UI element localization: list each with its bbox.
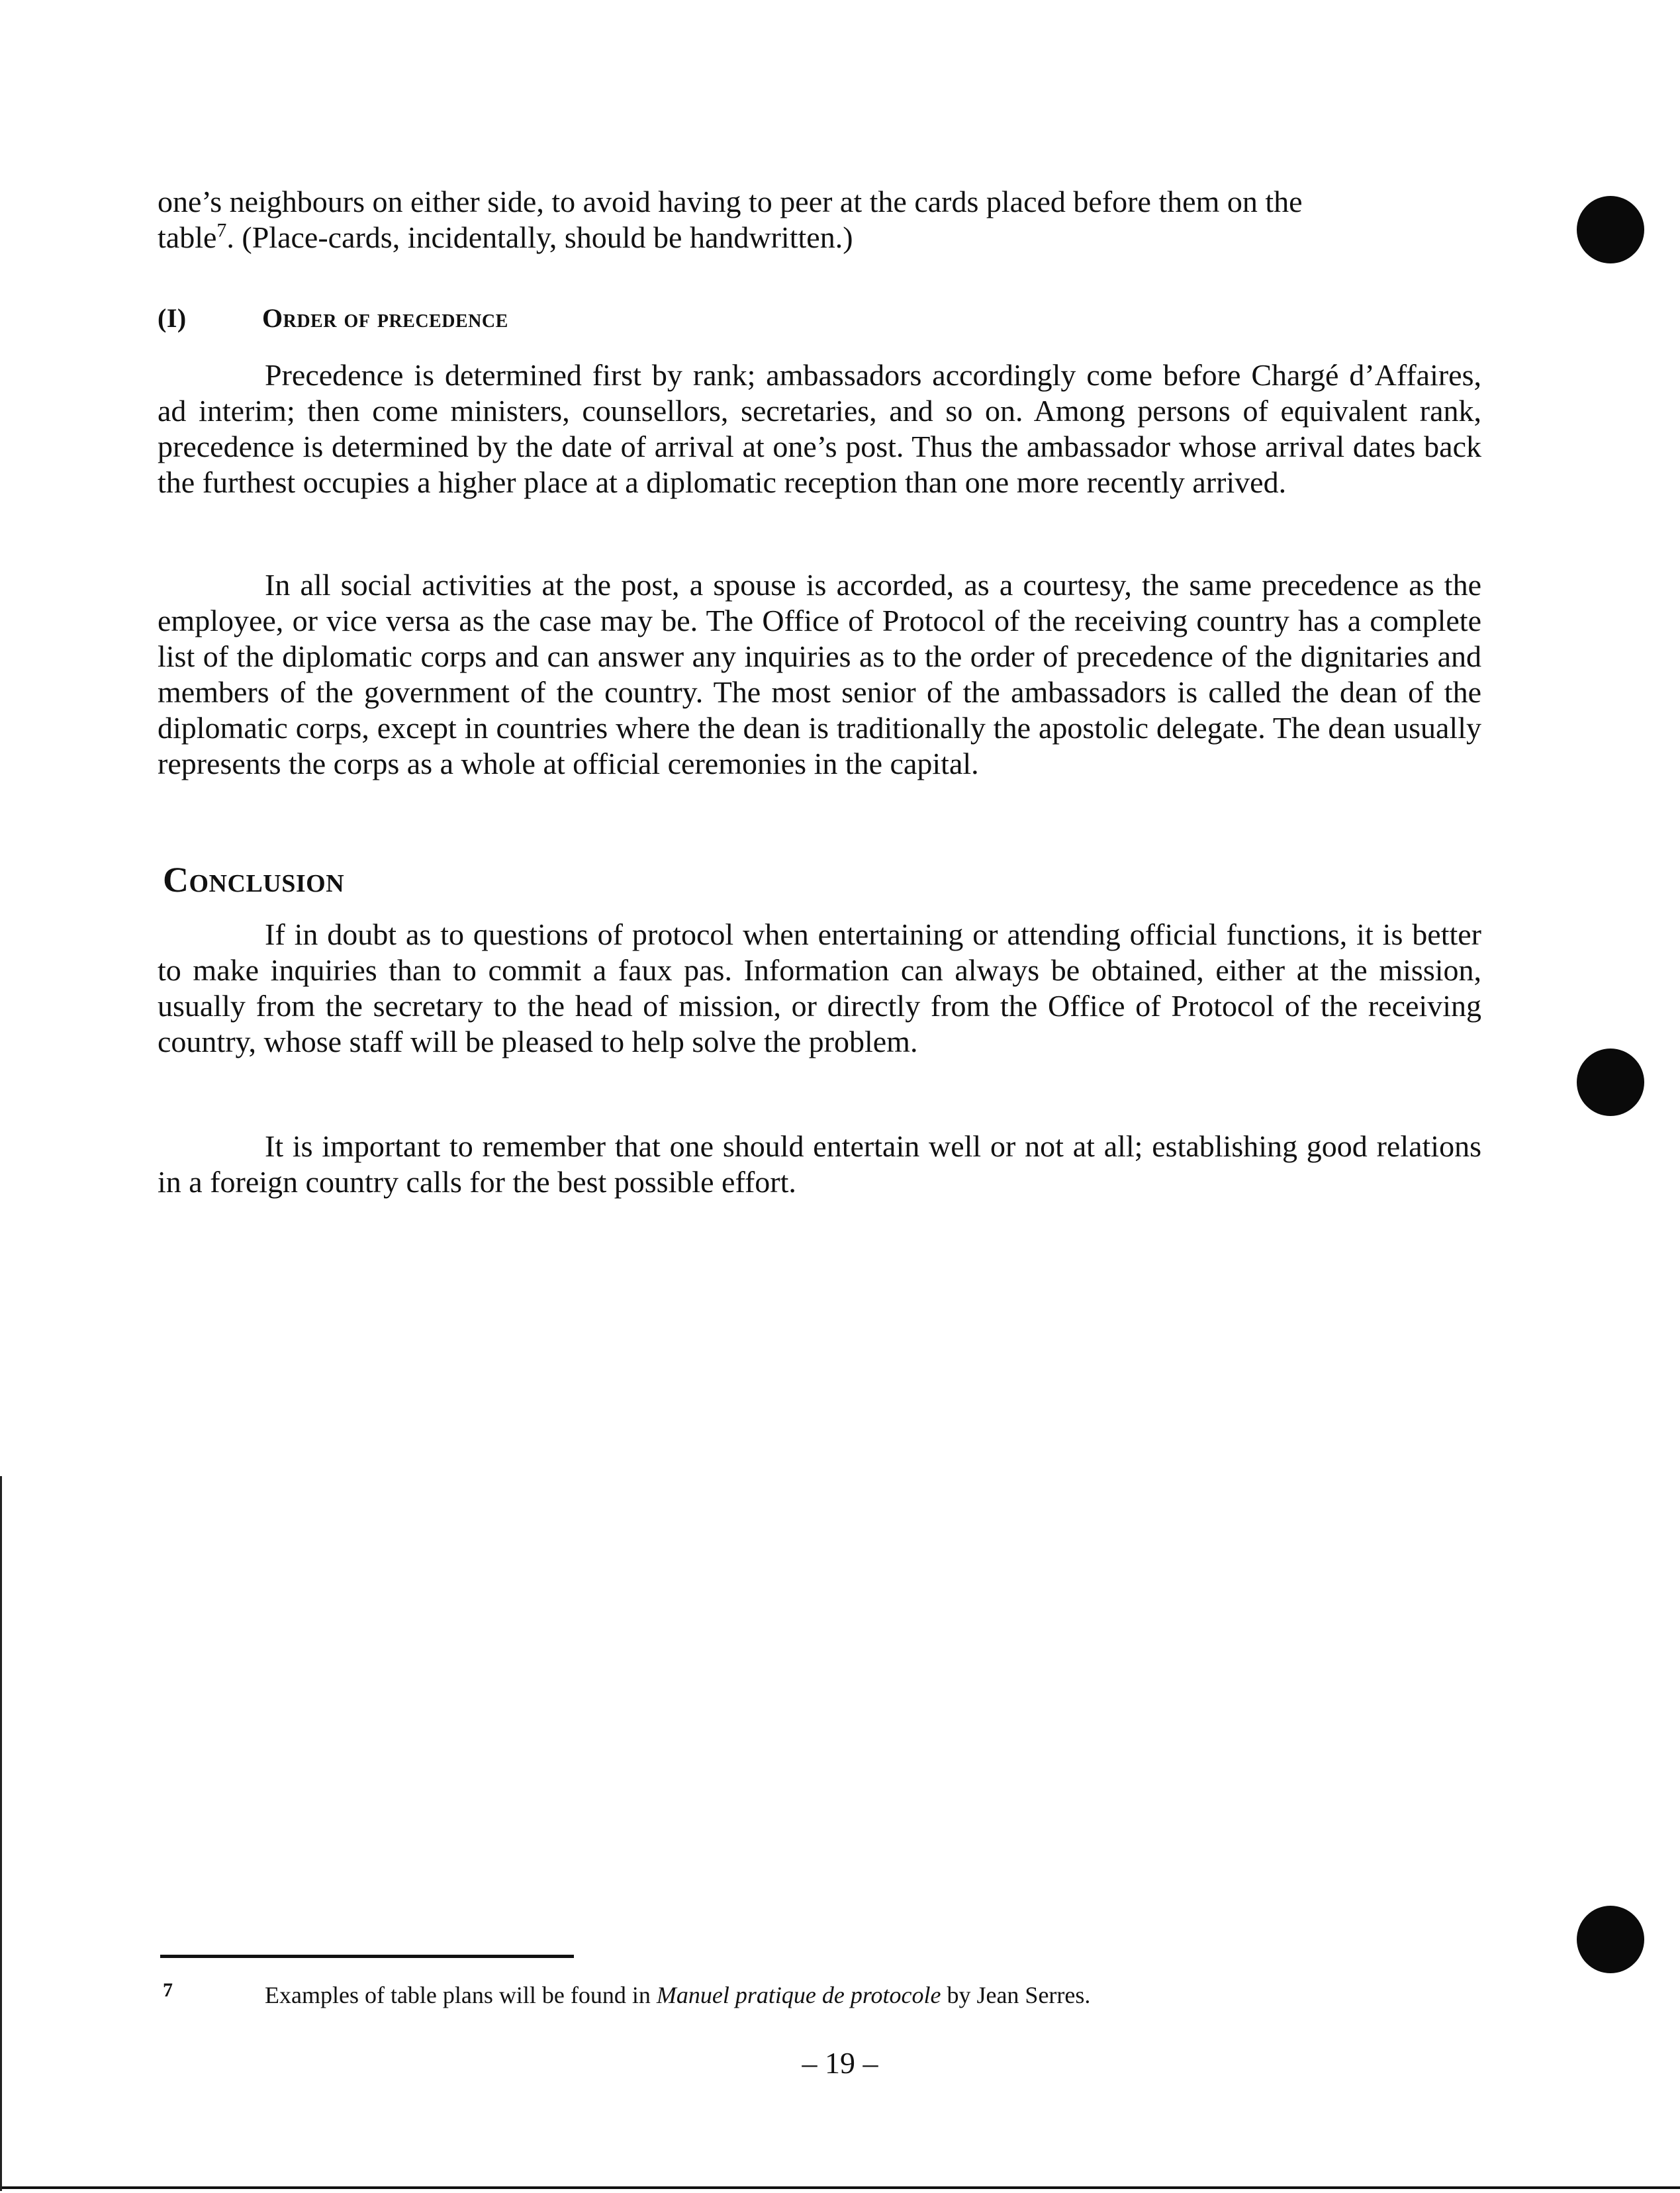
precedence-paragraph-1: Precedence is determined first by rank; ambassadors accordingly come before Chargé d’Affaires, ad interim; then come ministers, counsellors, secretaries, and so on. Among persons of equivalent rank, precedence is determined by the date of arrival at one’s post. Thus the ambassador whose arrival dates back the furthest occupies a higher place at a diplomatic reception than one more recently arrived.	[158, 358, 1481, 499]
section-number: (I)	[158, 303, 187, 333]
section-heading-order-of-precedence	[158, 303, 508, 334]
intro-line-1: one’s neighbours on either side, to avoid having to peer at the cards placed before them on the	[158, 185, 1303, 218]
punch-hole-bottom	[1577, 1906, 1644, 1973]
footnote-separator	[160, 1955, 574, 1958]
footnote-text-after: by Jean Serres.	[941, 1982, 1091, 2008]
intro-line-2-start: table	[158, 220, 217, 254]
page-number: – 19 –	[802, 2046, 878, 2080]
footnote-reference: 7	[216, 219, 227, 242]
conclusion-heading: Conclusion	[163, 860, 345, 900]
footnote-marker: 7	[163, 1979, 173, 2001]
footnote-text-before: Examples of table plans will be found in	[265, 1982, 657, 2008]
precedence-paragraph-2: In all social activities at the post, a spouse is accorded, as a courtesy, the same precedence as the employee, or vice versa as the case may be. The Office of Protocol of the receiving country has a complete list of the diplomatic corps and can answer any inquiries as to the order of precedence of the dignitaries and members of the government of the country. The most senior of the ambassadors is called the dean of the diplomatic corps, except in countries where the dean is traditionally the apostolic delegate. The dean usually represents the corps as a whole at official ceremonies in the capital.	[158, 568, 1481, 780]
punch-hole-middle	[1577, 1049, 1644, 1116]
intro-paragraph	[158, 184, 1481, 256]
conclusion-paragraph-1: If in doubt as to questions of protocol when entertaining or attending official functions, it is better to make inquiries than to commit a faux pas. Information can always be obtained, either at the mission, usually from the secretary to the head of mission, or directly from the Office of Protocol of the receiving country, whose staff will be pleased to help solve the problem.	[158, 917, 1481, 1058]
footnote-text	[265, 1981, 1090, 2010]
left-scan-edge	[0, 1476, 2, 2191]
footnote-book-title: Manuel pratique de protocole	[656, 1982, 941, 2008]
punch-hole-top	[1577, 196, 1644, 263]
conclusion-paragraph-2: It is important to remember that one should entertain well or not at all; establishing good relations in a foreign country calls for the best possible effort.	[158, 1129, 1481, 1199]
intro-line-2-end: . (Place-cards, incidentally, should be handwritten.)	[226, 220, 853, 254]
section-title: Order of precedence	[262, 303, 508, 333]
bottom-scan-edge	[0, 2186, 1680, 2189]
